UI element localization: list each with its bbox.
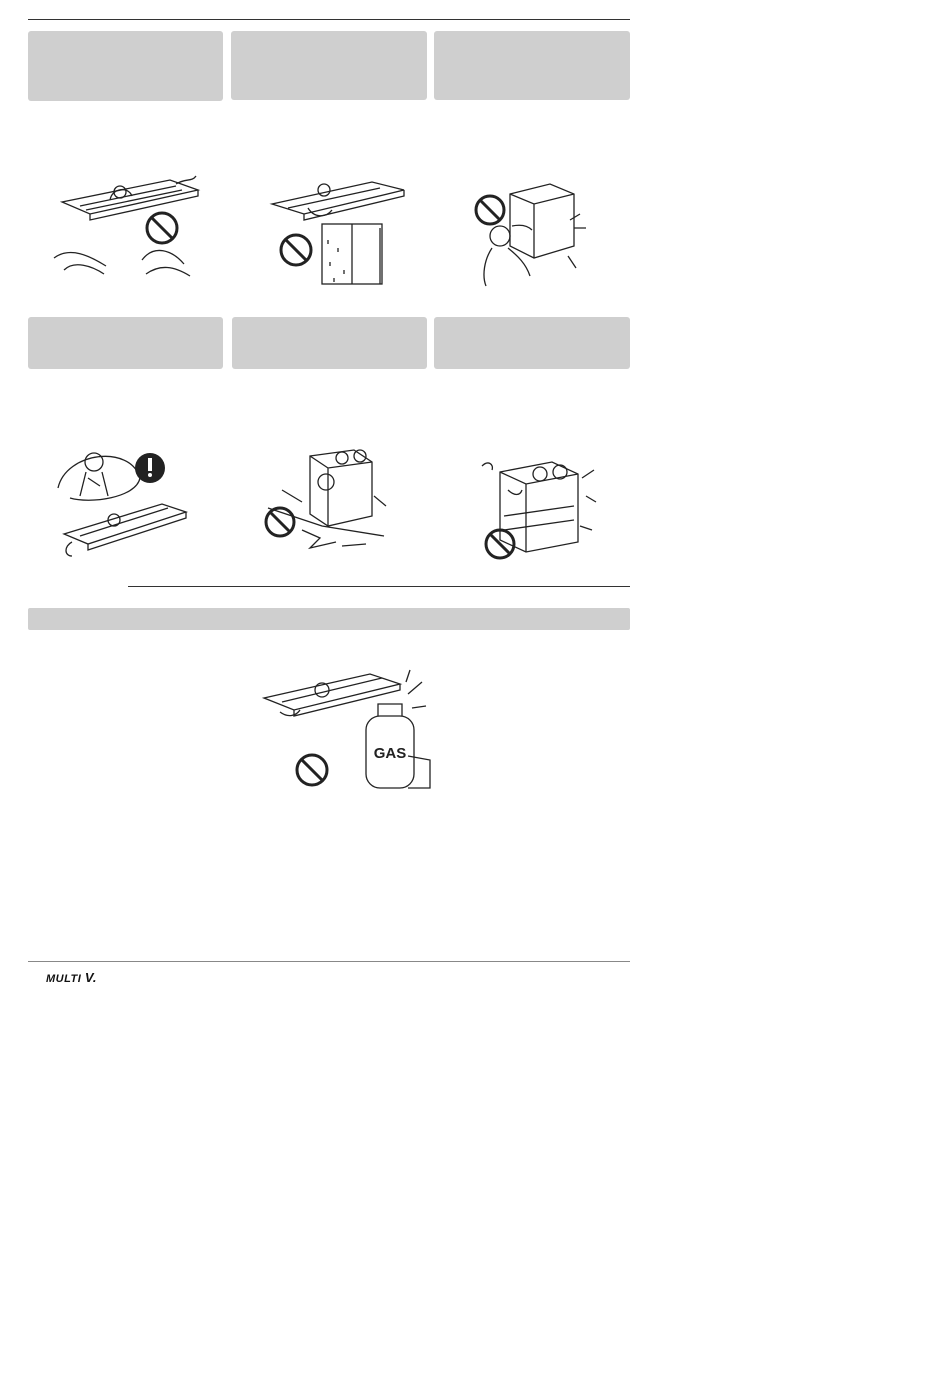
illustration-gas-hazard — [258, 664, 438, 796]
caution-card-3 — [434, 31, 630, 100]
prohibition-icon-6 — [297, 755, 327, 785]
caution-card-6 — [434, 317, 630, 369]
illustration-cassette-water — [268, 178, 408, 288]
top-rule — [28, 19, 630, 20]
mid-rule — [128, 586, 630, 587]
illustration-unit-fall — [262, 446, 392, 556]
logo-main: MULTI — [46, 973, 82, 985]
illustration-cassette-hands — [50, 170, 210, 285]
prohibition-icon-3 — [476, 196, 504, 224]
section-header-bar — [28, 608, 630, 630]
prohibition-icon-2 — [281, 235, 311, 265]
caution-card-1-text — [28, 31, 223, 47]
caution-card-2-text — [231, 31, 427, 47]
illustration-unit-lift — [470, 180, 590, 288]
multi-v-logo — [46, 970, 97, 985]
caution-card-2 — [231, 31, 427, 100]
caution-card-3-text — [434, 31, 630, 47]
caution-card-5-text — [232, 317, 427, 333]
logo-v: V. — [84, 970, 97, 985]
prohibition-icon — [147, 213, 177, 243]
footer-rule — [28, 961, 630, 962]
gas-label: GAS — [373, 745, 407, 762]
caution-card-4-text — [28, 317, 223, 333]
illustration-call-service — [50, 438, 200, 560]
caution-card-4 — [28, 317, 223, 369]
caution-card-6-text — [434, 317, 630, 333]
caution-card-1 — [28, 31, 223, 101]
illustration-unit-damaged — [478, 456, 608, 564]
caution-card-5 — [232, 317, 427, 369]
